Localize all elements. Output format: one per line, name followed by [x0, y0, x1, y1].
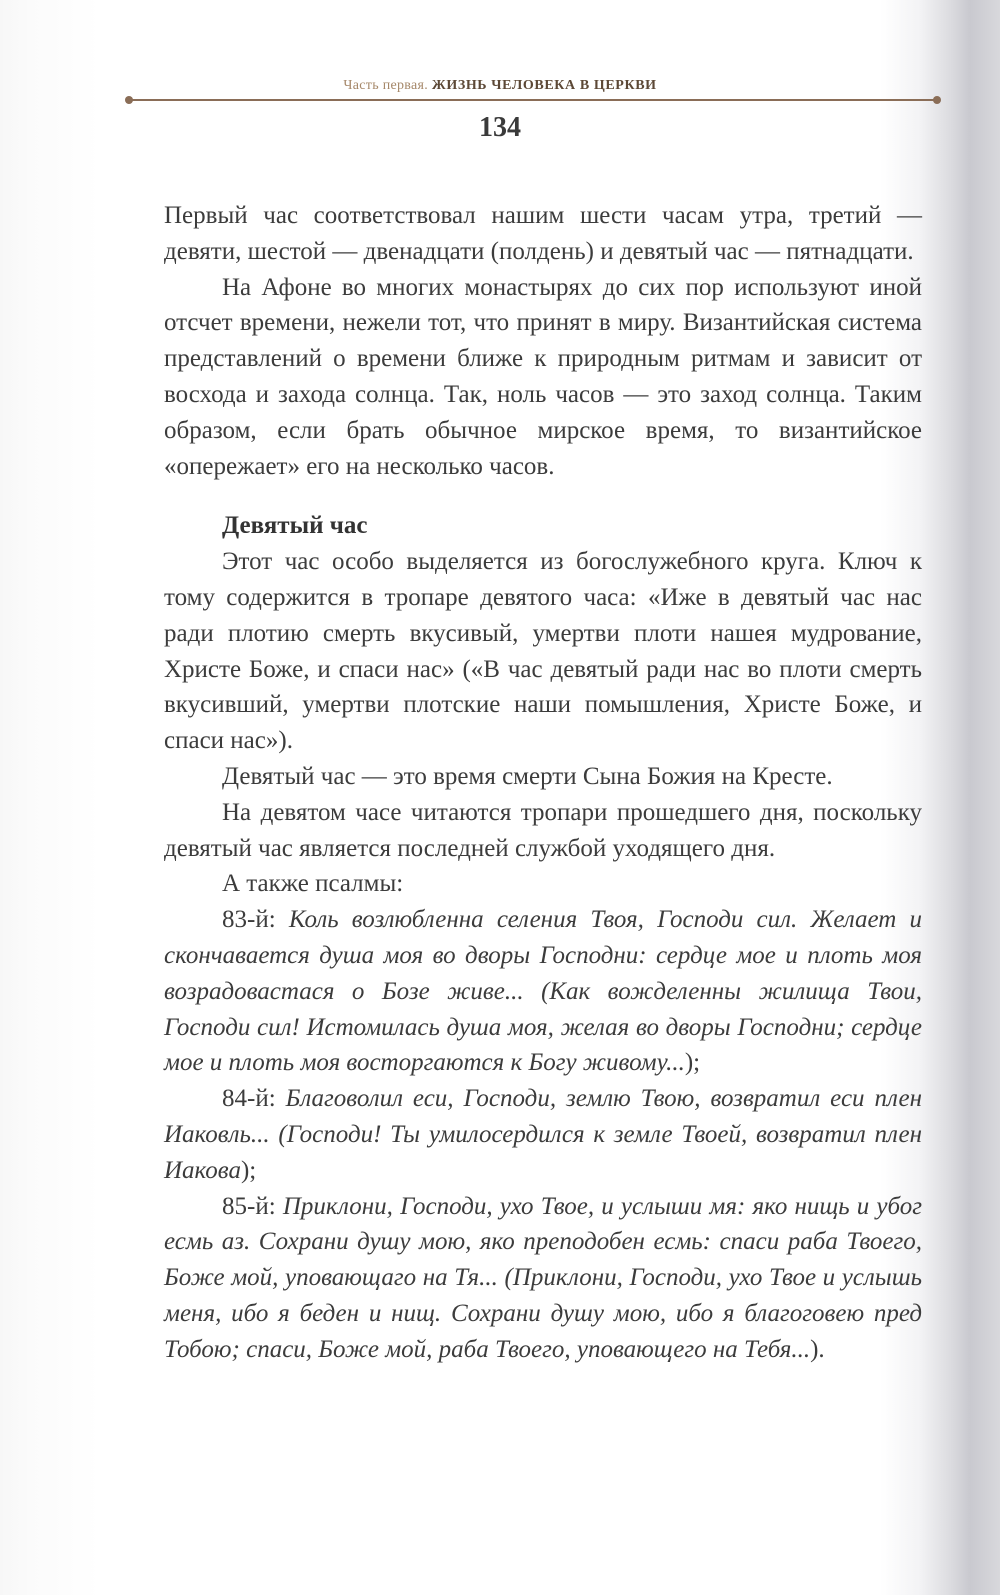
psalm-84-text: Благоволил еси, Господи, землю Твою, возвратил еси плен Иаковль... (Господи! Ты умилосердился к земле Твоей, возвратил плен Иакова — [164, 1085, 923, 1184]
psalm-84 — [164, 1081, 922, 1188]
paragraph-troparion: Этот час особо выделяется из богослужебного круга. Ключ к тому содержится в тропаре девятого часа: «Иже в девятый час нас ради плотию смерть вкусивый, умертви плоти нашея мудрование, Христе Боже, и спаси нас» («В час девятый ради нас во плоти смерть вкусивший, умертви плотские наши помышления, Христе Боже, и спаси нас»). — [164, 548, 922, 755]
body-text — [164, 198, 922, 1368]
psalm-83 — [164, 902, 922, 1081]
psalm-84-tail: ); — [240, 1156, 257, 1184]
header-rule — [129, 99, 937, 101]
psalm-83-tail: ); — [684, 1049, 701, 1077]
rule-dot-right — [933, 96, 941, 104]
rule-dot-left — [125, 96, 133, 104]
paragraph-athos: На Афоне во многих монастырях до сих пор используют иной отсчет времени, нежели тот, что принят в миру. Византийская система представлений о времени ближе к природным ритмам и зависит от восхода и захода солнца. Так, ноль часов — это заход солнца. Таким образом, если брать обычное мирское время, то византийское «опережает» его на несколько часов. — [164, 273, 922, 480]
paragraph-death-hour: Девятый час — это время смерти Сына Божия на Кресте. — [222, 762, 833, 790]
psalm-85-number: 85-й: — [222, 1192, 276, 1220]
paragraph-psalms-intro: А также псалмы: — [222, 870, 404, 898]
psalm-83-number: 83-й: — [222, 906, 276, 934]
running-head-title: ЖИЗНЬ ЧЕЛОВЕКА В ЦЕРКВИ — [431, 78, 657, 93]
psalm-85-tail: ). — [810, 1335, 825, 1363]
psalm-85 — [164, 1189, 922, 1368]
psalm-85-text: Приклони, Господи, ухо Твое, и услыши мя: яко нищь и убог есмь аз. Сохрани душу мою, яко преподобен есмь: спаси раба Твоего, Боже мой, уповающаго на Тя... (Приклони, Господи, ухо Твое и услышь меня, ибо я беден и нищ. Сохрани душу мою, ибо я благоговею пред Тобою; спаси, Боже мой, раба Твоего, уповающего на Тебя... — [164, 1192, 923, 1363]
paragraph-hours: Первый час соответствовал нашим шести часам утра, третий — девяти, шестой — двенадцати (полдень) и девятый час — пятнадцати. — [164, 202, 922, 265]
running-head-part: Часть первая. — [343, 78, 429, 93]
running-head — [0, 78, 1000, 94]
section-heading: Девятый час — [222, 512, 368, 540]
psalm-84-number: 84-й: — [222, 1085, 276, 1113]
psalm-83-text: Коль возлюбленна селения Твоя, Господи сил. Желает и скончавается душа моя во дворы Господни: сердце мое и плоть моя возрадовастася о Бозе живе... (Как вожделенны жилища Твои, Господи сил! Истомилась душа моя, желая во дворы Господни; сердце мое и плоть моя восторгаются к Богу живому... — [164, 906, 923, 1077]
page-number: 134 — [479, 112, 521, 143]
paragraph-troparia: На девятом часе читаются тропари прошедшего дня, поскольку девятый час является последней службой уходящего дня. — [164, 798, 922, 862]
